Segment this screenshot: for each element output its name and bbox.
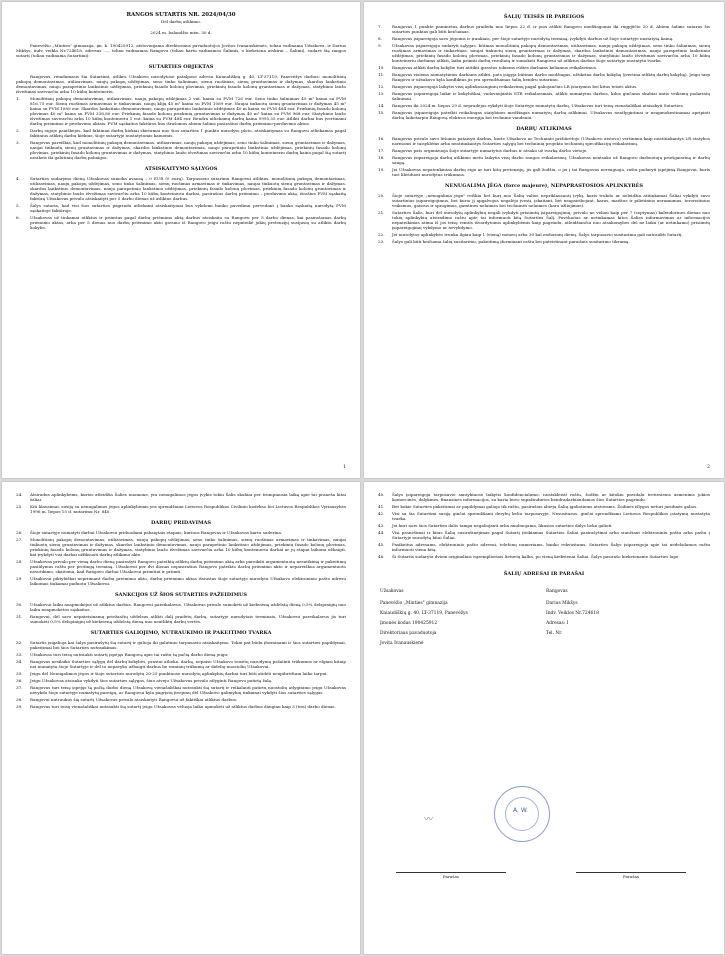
point-text: Sutartis įsigalioja kai šalys pasirašytų šią sutartį ir galioja iki galutinio tarpusavio atsiskaitymo. Tokiu pat būdu įforminami ir šios sutarties papildymai, pakeitimai bei šios Sutarties nutraukimas. bbox=[30, 640, 346, 650]
point-text: Jei nurodytos aplinkybės trunka ilgiau kaip 1 (vieną) mėnesį arba 30 kal.endorinių dienų, Šalys tarpusavio susitarimu gali nutraukti Sutartį. bbox=[392, 232, 683, 237]
contract-intro: Panevėžio „Minties" gimnazija, įm. k. 190425912, atstovaujama direktoriaus pavaduotojos Jovitos Ivanauskienės, toliau vadinama Užsakovu, ir Darius Mikšys, indv. veikla Nr.724618, adresas ...., toliau vadinamas Rangovu (toliau kartu vadinamos Šalimis, o kiekviena atskirai – Šalimi), sudarė šią rangos sutartį (toliau vadinama Sutartimi): bbox=[16, 43, 346, 58]
contract-point bbox=[16, 96, 346, 126]
contract-point bbox=[16, 685, 346, 695]
page-4 bbox=[364, 482, 724, 954]
contract-point bbox=[16, 215, 346, 230]
contract-point bbox=[378, 155, 710, 165]
contract-point bbox=[16, 128, 346, 138]
point-number: 43. bbox=[378, 523, 385, 528]
contract-point bbox=[16, 697, 346, 702]
point-text: Rangovui, dėl savo nepateisinamų priežasčių uždelsus atlikti dalį pradėtų darbų, sutartyje nurodytais terminais, Užsakovui pareikalavus jis turi sumokėti 0,5% delspinigių už kiekvieną uždelstą dieną nuo neatliktų darbų vertės. bbox=[30, 614, 346, 624]
point-text: Ši Sutartis sudaryta dviem originaliais egzemplioriais lietuvių kalba, po vieną kiekvienai Šaliai. Šalys pasirašo kiekviename Sutarties lape. bbox=[392, 554, 680, 559]
point-number: 26. bbox=[16, 530, 23, 535]
contract-point bbox=[16, 602, 346, 612]
point-number: 16. bbox=[378, 136, 385, 141]
point-number: 12. bbox=[378, 84, 385, 89]
address-table bbox=[378, 588, 710, 652]
contract-point bbox=[378, 239, 710, 244]
point-text: Rangovas 1 punkte paminėtus darbus pradeda nuo liepos 22 d. ir juos atlikti Rangovo medžiagomis iki rugpjūčio 20 d. Abiem šalims sutarus šis sutarties punktas gali būti keičiamas. bbox=[392, 24, 710, 34]
point-text: Monolitinių pakopų demontavimas, utilizavimas, naujų pakopų uždėjimas 2 vnt. kaina su PVM 726 eur. Seno tinko šalinimas 45 m² kaina su PVM 816,75 eur. Sienų ruošimas armavimas ir tinkavimas, naujų klijų 45 m² kaina su PVM 1089 eur. Naujai tinkuotų sienų gruntavimas ir dažymas 45 m² kaina su PVM 1089 eur. Skardos lankstinio demontavimas, naujo parapetinio lankstinio uždėjimas 40 m kaina su PVM 484 eur. Priekinių fasado kolonų plovimas 40 m² kaina su PVM 338,80 eur. Priekinių fasado kolonų priekinių gruntavimas ir dažymas 40 m² kaina su PVM 968 eur. Statybinio laužo išvežimas savivarčiu arba 10 kūbų konteineriu 1 vnt. kaina su PVM 484 eur. Bendra atliekamų darbų kaina 5995,55 eur. Atlikti darbai bus įvertinami darbų priėmimo ir perdavimo aktais. PVM sąskaitos faktūros bus išrašomos abiem šalims pasirašius darbų priėmimo-perdavimo aktus. bbox=[30, 96, 346, 126]
point-text: Bet kokie Sutarties pakeitimai ar papildymai galioja tik raštu, pasirašius abiejų Šalių įgaliotiems atstovams. Žodinės išlygos neturi juridinės galios. bbox=[392, 504, 698, 509]
contract-point bbox=[378, 193, 710, 208]
points-list bbox=[16, 96, 346, 160]
point-number: 30. bbox=[16, 602, 23, 607]
point-text: Rangovui nutraukus šią sutartį Užsakovas privalo atsiskaityti Rangovui už faktiškai atliktus darbus. bbox=[30, 697, 238, 702]
point-text: Sutarties Šalis, kuri dėl nurodytų aplinkybių negali įvykdyti prisiimtų įsipareigojimų, privalo ne vėliau kaip per 7 (septynias) kalendorines dienas nuo tokių aplinkybių atsiradimo raštu apie tai informuoti kitą Sutarties Šalį. Pavėluotas ar netinkamas kitos Šalies informavimas ar informacijos nepateikimas atima iš jos teisę remtis išvardytomis aplinkybėmis kaip pagrindu, atleidžiančiu nuo atsakomybės dėl ne laiku (ar netinkamo) prisiimtų įsipareigojimų vykdymo ar nevykdymo. bbox=[392, 210, 710, 230]
point-text: Rangovas nesilaiko Sutarties sąlygų dėl darbų kokybės, prastai atlieka. darbą, nepaiso Užsakovo teisėtų nurodymų pašalinti trūkumus ar elgiasi kitaip nei numatyta šioje Sutartyje ir dėl to nepavyko užbaigti darbus be esminių trūkumų ar didelių nuostolių Užsakovui. bbox=[30, 659, 346, 669]
point-text: Šioje sutartyje „nenugalima jėga" reiškia bet kurį nuo Šalių valios nepriklausantį įvykį, kuris trukdo ar neleidžia atitinkamai Šaliai vykdyti savo sutartinius įsipareigojimus, bet kurio jį apgalvojus negalėjo įvesti, įskaitant, bet neapsiribojant, karus, maištus ir pilietinius neramumus, teroristinius veiksmus, gaisrus ir sprogimus, gamtines nelaimes bei techninės nelaimes (karo užliejimus). bbox=[392, 193, 710, 208]
section-heading: SUTARTIES GALIOJIMO, NUTRAUKIMO IR PAKEITIMO TVARKA bbox=[90, 630, 272, 636]
point-text: Rangovas turi teisę įspėjęs tą pačią darbo dieną Užsakovą vienašališkai nutraukti šią sutartį ir reikalauti patirtų nuostolių atlyginimo jeigu Užsakovas nevykdo šioje sutartyje numatytų pareigų, ar Rangovui kyla pagrįstų įtvejimų dėl Užsakovo galimybių tinkamai vykdyti šios sutarties sąlygas. bbox=[30, 685, 346, 695]
points-list bbox=[16, 530, 346, 586]
contract-point bbox=[16, 504, 346, 514]
point-text: Rangovas įsipareigoja laikir ir kokybiškai, vadovaujantis STR reikalavimais, atlikti numatytus darbus, kilus ginčams skubiai imtis veiksmų padarinių šalinimui. bbox=[392, 91, 710, 101]
points-list bbox=[378, 193, 710, 244]
point-text: Rangovas įsipareigoja laikytis visų aplinkosauginių reikalavimų pagal galiojančius LR įstatymus bei kitus teisės aktus. bbox=[392, 84, 638, 89]
points-list bbox=[16, 492, 346, 514]
point-text: Šalys įsipareigoja tarpusavio santykiuose laikytis konfidencialumo: neatskleisti raštu, žodžiu ar kitokiu pavidalu tretiesiems asmenims jokios komercinės, dalykinės, finansinės informacijos, su kuria buvo supažindintos bendradarbiaudamos šios Sutarties pagrindu. bbox=[392, 492, 710, 502]
contract-point bbox=[378, 542, 710, 552]
point-number: 41. bbox=[378, 504, 385, 509]
point-number: 11. bbox=[378, 72, 385, 77]
contract-point bbox=[378, 504, 710, 509]
contract-point bbox=[378, 530, 710, 540]
point-number: 5. bbox=[16, 203, 20, 208]
contract-point bbox=[16, 530, 346, 535]
section-heading: ŠALIŲ ADRESAI IR PARAŠAI bbox=[503, 571, 585, 577]
point-number: 8. bbox=[378, 36, 382, 41]
point-number: 13. bbox=[378, 91, 385, 96]
point-number: 21. bbox=[378, 210, 385, 215]
page-2 bbox=[364, 2, 724, 478]
point-number: 17. bbox=[378, 148, 385, 153]
point-text: Užsakovas turi teisę nutraukti sutartį įspėjęs Rangovą apie tai raštu tą pačią darbo dieną jeigu: bbox=[30, 652, 229, 657]
point-number: 22. bbox=[378, 232, 385, 237]
contract-point bbox=[378, 110, 710, 120]
section-heading: DARBŲ PRIDAVIMAS bbox=[150, 520, 212, 526]
section-heading: NENUGALIMA JĖGA (force majeure), NEPAPRASTOSIOS APLINKYBĖS bbox=[444, 183, 644, 189]
point-text: Jeigu Užsakovas atsisako vykdyti šios sutarties sąlygas, šiuo atveju Užsakovas privalo atlyginti Rangovo patirtą žalą. bbox=[30, 678, 273, 683]
point-number: 7. bbox=[378, 24, 382, 29]
point-number: 20. bbox=[378, 193, 385, 198]
point-number: 18. bbox=[378, 155, 385, 160]
section-heading: ATSISKAITYMO SĄLYGOS bbox=[144, 166, 218, 172]
points-list bbox=[16, 176, 346, 230]
contract-point bbox=[378, 36, 710, 41]
address-line: Tel. Nr. bbox=[546, 631, 563, 636]
address-line: Direktoriaus pavaduotoja bbox=[380, 631, 437, 636]
object-intro: Rangovas, remdamasis šia Sutartimi, atlikra Užsakovo nurodytose patalpose adresu Kniaudiškių g. 40, LT-37119, Panevėžys darbus: monolitinių pakopų demontavimas, utilizavimas, naujų pakopų uždėjimas, seno tinko šalinimas, sienų ruošimas, sienų gruntavimas ir dažymas, skardos lankstinio demontavimas, naujo parapetinio lankstinio uždėjimas, priekinių fasado kolonų plovimas, priekinių fasado kolonų gruntavimas ir dažymas, statybinio laužo išvežimas savivarčiu arba 10 kūbų konteineriu. bbox=[16, 74, 346, 94]
contract-date: 2024 m. balandžio mėn. 30 d. bbox=[150, 30, 212, 35]
point-number: 45. bbox=[378, 542, 385, 547]
contract-point bbox=[378, 72, 710, 82]
contract-point bbox=[16, 614, 346, 624]
address-line: Kniaudiškių g. 40, LT-37119, Panevėžys bbox=[380, 611, 468, 616]
section-heading: ŠALIŲ TEISĖS IR PAREIGOS bbox=[503, 14, 585, 20]
point-text: Rangovas įsipareigoja pateikti reikalingas statybines medžiagas numatytų darbų atlikimui. Užsakovas neatlygintinai ir neapmokestinamai apripinti darbų laikotarpiu Rangovą elektros energija bei technine vandeniu. bbox=[392, 110, 710, 120]
client-column bbox=[378, 588, 544, 652]
point-number: 29. bbox=[16, 576, 23, 581]
point-number: 40. bbox=[378, 492, 385, 497]
section-heading: SUTARTIES OBJEKTAS bbox=[148, 64, 214, 70]
contractor-column bbox=[544, 588, 710, 652]
contract-point bbox=[16, 704, 346, 709]
signature-area bbox=[386, 840, 702, 900]
point-number: 19. bbox=[378, 167, 385, 172]
points-list bbox=[378, 136, 710, 177]
page-number: 2 bbox=[707, 465, 710, 470]
contract-point bbox=[378, 84, 710, 89]
point-number: 25. bbox=[16, 504, 23, 509]
point-text: Visi su šia Sutartimi susiję ginčai sprendžiami derybų keliu tarpusavyje. Nesusitarus, ginčai sprendžiami Lietuvos Respublikos įstatymų nustatyta tvarka. bbox=[392, 511, 710, 521]
contract-point bbox=[16, 576, 346, 586]
address-line: Panevėžio „Minties" gimnazija bbox=[380, 601, 448, 606]
point-text: Rangovas pareiškia, kad monolitinių pakopų demontavimas, utilizavimas, naujų pakopų uždėjimas, seno tinko šalinimas, sienų gruntavimas ir dažymas, naujai tinkuotų sienų gruntavimas ir dažymas, skardos lankstinio demontavimas, naujo parapetinio lankstinio uždėjimas, priekinių fasado kolonų plovimas, priekinių fasado kolonų gruntavimas ir dažymas, statybinio laužo išvežimas savivarčiu arba 10 kūbų konteineriu darbų kaina pagal šią sutartį nesikeis iki galutinių darbų pabaigos. bbox=[30, 140, 346, 160]
point-text: Jei kuri nors šios Sutarties dalis tampa negaliojanti arba anuliuojama, likusios sutarties dalys lieka galioti. bbox=[392, 523, 613, 528]
contract-point bbox=[378, 511, 710, 521]
point-text: Užsakovui laiku neapmokėjus už atliktus darbus, Rangovui pareikalavus, Užsakovas privalo sumokėti už kiekvieną uždelstą dieną 0,5% delspinigių nuo laiku neapmokėtos sąskaitos. bbox=[30, 602, 346, 612]
section-heading: DARBŲ ATLIKIMAS bbox=[516, 126, 572, 132]
contract-point bbox=[378, 65, 710, 70]
point-number: 46. bbox=[378, 554, 385, 559]
page-number: 1 bbox=[343, 465, 346, 470]
point-text: Pasikeitus adresams, elektroninio pašto adresui, telefonų numeriams, banko rekvizitams, Sutarties Šalys įsipareigoja apie tai nedelsdamos raštu informuoti viena kitą. bbox=[392, 542, 710, 552]
point-text: Užsakovas privalo per vieną darbo dieną pasirašyti Rangovo pateiktą atliktų darbų priėmimo aktą arba pareikšti argumentuotą nesutikimą ir pakeitimų pasiūlymus raštu per protingą terminą. Užsakovui per dvi dienas nepasirašius Rangovo pateikto darbų priėmimo akto ir nepareiškus argumentuoto nesutikimo, skaitoma, kad Rangovo darbai Užsakovui priimtini ir priimti. bbox=[30, 559, 346, 574]
point-text: Monolitinių pakopų demontavimas, utilizavimas, naujų pakopų uždėjimas, seno tinko šalinimas, sienų ruošimas armavimas ir tinkavimas, naujai tinkuotų sienų gruntavimas ir dažymas, skardos lankstinio demontavimas, naujo parapetinio lankstinio uždėjimas, priekinių fasado kolonų plovimas, priekinių fasado kolonų gruntavimas ir dažymas, statybinio laužo išvežimas savivarčiu arba 10 kūbų konteineriu darbai ar jų etapai laikomi užbaigti, kai įvykdyti visi darbai užfiksuoti darbų atlikimo akte. bbox=[30, 537, 346, 557]
contract-point bbox=[378, 136, 710, 146]
point-text: Jeigu dėl Nenugalimos jėgos ir šioje sutarties nurodytų 20-25 punktuose nurodytų aplinkybių darbai turi būti atidėti neapibrėžtam laiko tarpui. bbox=[30, 671, 328, 676]
point-text: Rangovas įsipareigoja darbų atlikimo metu laikytis visų darbo saugos reikalavimų, Užsakovas neatsako už Rangovo darbuotojų priešgaisrinę ir darbų saugą. bbox=[392, 155, 710, 165]
address-line: Indv. Veiklos Nr.724618 bbox=[546, 611, 599, 616]
stamp-seal bbox=[494, 786, 550, 842]
section-heading: SANKCIJOS UŽ ŠIOS SUTARTIES PAŽEIDIMUS bbox=[115, 592, 247, 598]
contract-point bbox=[378, 103, 710, 108]
point-number: 23. bbox=[378, 239, 385, 244]
address-line: Rangovas bbox=[546, 589, 568, 594]
point-text: Rangovas iki 2024 m. liepos 29 d. nepradėjus vykdyti šioje Sutartyje numatytų darbų, Užsakovas turi teisę vienašališkai atsisakyti Sutarties. bbox=[392, 103, 684, 108]
contractor-signature-line: Parašas bbox=[576, 872, 686, 879]
point-number: 28. bbox=[16, 559, 23, 564]
point-text: Rangovas įsipareigoja savo jėgomis ir įrankiais, per šioje sutartyje nurodytą terminą, įvykdyti darbus už šioje sutartyje nustatytą kainą. bbox=[392, 36, 674, 41]
point-number: 33. bbox=[16, 652, 23, 657]
contract-point bbox=[378, 91, 710, 101]
contract-point bbox=[378, 232, 710, 237]
point-number: 34. bbox=[16, 659, 23, 664]
point-text: Rangovas pats organizuoja šioje sutartyje numatytus darbus ir atsako už tvarką darbo vietoje. bbox=[392, 148, 588, 153]
contract-point bbox=[16, 559, 346, 574]
point-text: Rangovas visiems numatytiems darbams atlikti, pats įsigyja būtinas darbo medžiagas, užtikrina darbo kokybę (įvertina atliktų darbų kokybę). Jeigu tarp Rangovo ir užsakovo kyla konfliktas jis yra sprendžiamas šalių bendru sutarimu. bbox=[392, 72, 710, 82]
client-signature-line: Parašas bbox=[396, 872, 506, 879]
contract-point bbox=[378, 523, 710, 528]
contract-point bbox=[16, 671, 346, 676]
point-number: 42. bbox=[378, 511, 385, 516]
point-text: Rangovas atlikti darbų kokybe turi atitikti įprastus tokiems rūšies darbams keliamus reikalavimus. bbox=[392, 65, 598, 70]
point-number: 36. bbox=[16, 678, 23, 683]
contract-point bbox=[16, 176, 346, 201]
point-number: 27. bbox=[16, 537, 23, 542]
address-line: Darius Mikšys bbox=[546, 601, 578, 606]
contract-subtitle: Dėl darbų atlikimo. bbox=[161, 19, 201, 24]
contract-point bbox=[378, 43, 710, 63]
points-list bbox=[378, 492, 710, 559]
point-text: Šioje sutartyje numatyti darbai Užsakovui priduodami pabaigtais etapais, kuriuos Rangovas ir Užsakovas kartu suderina. bbox=[30, 530, 283, 535]
point-text: Rangovas turi teisę vienašališkai nutraukti šią sutartį jeigu Užsakovas vėluoja laiku apmokėti už atliktus darbus daugiau kaip 3 (tris) darbo dienas. bbox=[30, 704, 336, 709]
point-text: Atsiradus aplinkybėms, kurios atleidžia Šalies nuomone, yra nenugalimos jėgos įvykis tokiu Šalis skubiai per trumpiausia laiką apie tai praneša kitai šaliai. bbox=[30, 492, 346, 502]
point-text: Rangovas privalo savo lėšomis pataisyti darbus, kurie Užsakovo ar Techninio prižiūrėtojo (Užsakovo atstovo) vertinimu kaip neatitinkantys LR statybos normoms ir taisyklėms arba neatitinkantys Sutarties sąlygų bei techninių projekto techninių specifikacijų reikalavimų. bbox=[392, 136, 710, 146]
point-number: 4. bbox=[16, 176, 20, 181]
point-text: Sutarties sudarymo dieną Užsakovas sumoka avansą – 0 EUR (0 eurų). Tarpusavio sutarimu Rangovui atliktas, monolitinių pakopų demontavimas, utilizavimas, naujų pakopų uždėjimas, seno tinko šalinimas, sienų ruošimas armavimas ir tinkavimas, naujai tinkuotų sienų gruntavimas ir dažymas, skardos lankstinio demontavimas, naujo parapetinio lankstinio uždėjimas, priekinių fasado kolonų plovimas, priekinių fasado kolonų gruntavimas ir dažymas, statybinio laužo išvežimas savivarčiu arba 10 kūbų konteineriu darbai, pasirašius darbų priėmimo – perdavimo aktą, išrašius PVM sąskaitą faktūrą Užsakovas privalo atsiskaityti per 5 darbo dienas už atliktus darbus. bbox=[30, 176, 346, 201]
points-list bbox=[16, 602, 346, 624]
page-1 bbox=[2, 2, 360, 478]
point-number: 10. bbox=[378, 65, 385, 70]
point-number: 39. bbox=[16, 704, 23, 709]
contract-point bbox=[16, 537, 346, 557]
address-line: Užsakovas bbox=[380, 589, 404, 594]
points-list bbox=[378, 24, 710, 120]
point-number: 6. bbox=[16, 215, 20, 220]
contract-point bbox=[378, 24, 710, 34]
contract-point bbox=[378, 148, 710, 153]
contract-point bbox=[16, 640, 346, 650]
point-text: Užsakovui piktybiškai nepriimant darbų priėmimo akto, darbų priėmimo aktas išsiustas šioje sutartyje nurodytu Užsakovo elektroninio pašto adresu laikomas tinkamai paduotu Užsakovui. bbox=[30, 576, 346, 586]
point-number: 44. bbox=[378, 530, 385, 535]
point-number: 24. bbox=[16, 492, 23, 497]
point-number: 35. bbox=[16, 671, 23, 676]
contract-point bbox=[16, 492, 346, 502]
point-number: 15. bbox=[378, 110, 385, 115]
point-text: Užsakovas už tinkamai atliktus ir priimtus pagal darbų priėmimo aktą darbus atsiskaito su Rangovu per 5 darbo dienas, kai pasirašomas darbų priėmimo aktas, arba per 5 dienas nuo darbų priėmimo akto gavimo iš Rangovo jeigu raštu nepateikė jokių pretenzijų susijusių su atliktu darbų kokybe. bbox=[30, 215, 346, 230]
point-text: Šalys gali būti keičiama šalių susitarimu, pakeitimą įforminant raštu bei patvirtinant paraišais susitarimo tikrumą. bbox=[392, 239, 630, 244]
point-text: Šalys sutaria, kad visi šios sutarties pagrindu atliekami atsiskaitymai bus vykdomi banko pavedimu pervedant į banko sąskaitą nurodytą PVM sąskaitoje faktūroje. bbox=[30, 203, 346, 213]
contract-point bbox=[378, 210, 710, 230]
point-text: Kiti klausimai, susiję su nenugalimos jėgos aplinkybėmis yra sprendžiami Lietuvos Respublikos Civilinio kodekso bei Lietuvos Respublikos Vyriausybės 1996 m. liepos 15 d. nutarimu Nr. 840. bbox=[30, 504, 346, 514]
point-number: 2. bbox=[16, 128, 20, 133]
point-number: 1. bbox=[16, 96, 20, 101]
contract-point bbox=[16, 140, 346, 160]
contract-point bbox=[378, 554, 710, 559]
point-number: 9. bbox=[378, 43, 382, 48]
contract-title: RANGOS SUTARTIS NR. 2024/04/30 bbox=[126, 12, 236, 18]
point-number: 38. bbox=[16, 697, 23, 702]
point-number: 31. bbox=[16, 614, 23, 619]
point-text: Visi pranešimai ir kitas Šalių susirašinėjimas pagal Sutartį įteikiamas Sutarties Šaliai pasirašytinai arba siunčiant elektroniniu paštu arba paštu į Sutartyje nurodytą kitai Šaliai. bbox=[392, 530, 710, 540]
contract-point bbox=[378, 167, 710, 177]
contract-point bbox=[378, 492, 710, 502]
point-number: 3. bbox=[16, 140, 20, 145]
point-number: 32. bbox=[16, 640, 23, 645]
address-line: Adresas: I bbox=[546, 621, 569, 626]
signature-mark: 〰 bbox=[424, 815, 434, 825]
contract-point bbox=[16, 659, 346, 669]
point-number: 14. bbox=[378, 103, 385, 108]
page-3 bbox=[2, 482, 360, 954]
contract-point bbox=[16, 203, 346, 213]
points-list bbox=[16, 640, 346, 709]
stamp-initials: A. W. bbox=[513, 807, 528, 814]
address-line: Įmonės kodas 190425912 bbox=[380, 621, 438, 626]
point-text: Darbų eigoje paaiškėjus, kad faktiniai darbų kiekiai skirtumai nuo šios sutarties 1 punkto nurodyto ploto, atsiskaitymas su Rangovu atliekamas pagal faktinius atliktų darbų kiekius, šioje sutartyje nustatytomis kainomis. bbox=[30, 128, 346, 138]
contract-point bbox=[16, 652, 346, 657]
point-text: Jei Užsakovas nepatenkintas darbų eiga ar turi kitų pretenzijų, jis gali žodžiu, o jei į tai Rangovas nereaguoja, raštu padaryti įspėjimą Rangovui, kuris turi likviduoti nurodytus trūkumus. bbox=[392, 167, 710, 177]
contract-point bbox=[16, 678, 346, 683]
address-line: Jovita Ivanauskienė bbox=[380, 641, 424, 646]
point-number: 37. bbox=[16, 685, 23, 690]
point-text: Užsakovas įsipareigoja sudaryti sąlygas, būtinas monolitinių pakopų demontavimas, utilizavimas, naujų pakopų uždėjimas, seno tinko šalinimas, sienų ruošimas armavimas ir tinkavimas, naujai tinkuotų sienų gruntavimas ir dažymas, skardos lankstinio demontavimas, naujo parapetinio lankstinio uždėjimas, priekinių fasado kolonų plovimas, priekinių fasado kolonų gruntavimas ir dažymas, statybinio laužo išvežimas savivarčiu arba 10 kūbų konteineriu darbams atlikti, laiku priimti darbų rezultatą ir sumokėti Rangovui už atliktus darbus šioje sutartyje nustatyta tvarka. bbox=[392, 43, 710, 63]
